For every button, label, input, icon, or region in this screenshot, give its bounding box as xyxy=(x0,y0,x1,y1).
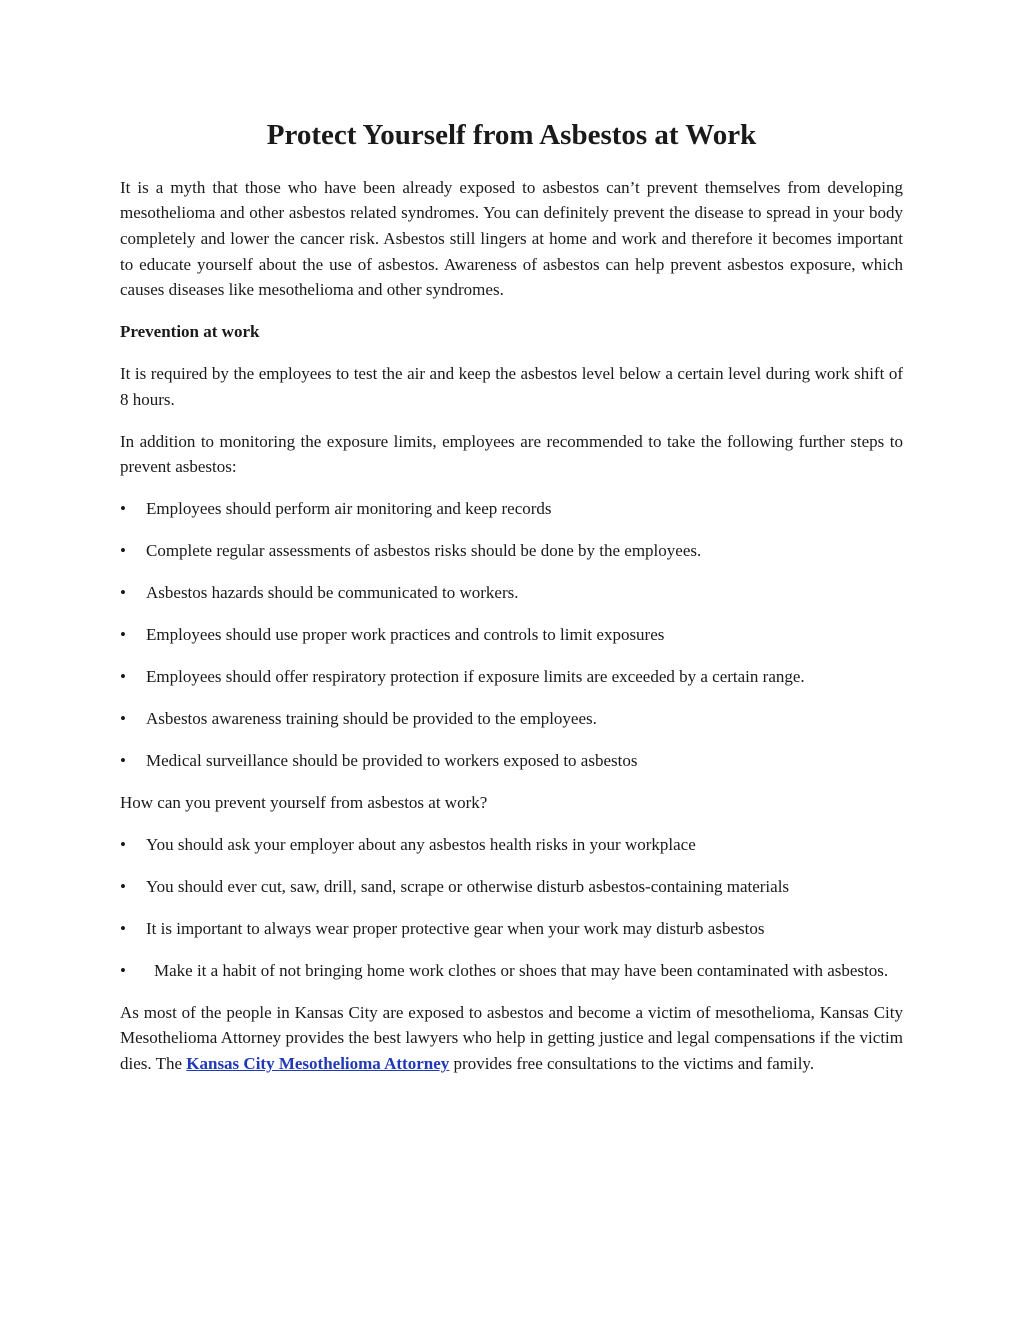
steps-list xyxy=(120,496,903,774)
list-item-text: Employees should perform air monitoring and keep records xyxy=(146,498,552,518)
bullet-icon: • xyxy=(120,625,126,645)
bullet-icon: • xyxy=(120,709,126,729)
section-heading: Prevention at work xyxy=(120,321,260,341)
intro-paragraph: It is a myth that those who have been already exposed to asbestos can’t prevent themselves from developing mesothelioma and other asbestos related syndromes. You can definitely prevent the disease to spread in your body completely and lower the cancer risk. Asbestos still lingers at home and work and therefore it becomes important to educate yourself about the use of asbestos. Awareness of asbestos can help prevent asbestos exposure, which causes diseases like mesothelioma and other syndromes. xyxy=(120,177,903,300)
list-item xyxy=(120,832,903,858)
list-item-text: Complete regular assessments of asbestos risks should be done by the employees. xyxy=(146,540,702,560)
list-item xyxy=(120,748,903,774)
list-item-text: Asbestos hazards should be communicated to workers. xyxy=(146,582,519,602)
list-item-text: Make it a habit of not bringing home work clothes or shoes that may have been contaminated with asbestos. xyxy=(154,961,889,981)
list-item xyxy=(120,538,903,564)
bullet-icon: • xyxy=(120,540,126,560)
list-item-text: Employees should offer respiratory protection if exposure limits are exceeded by a certain range. xyxy=(146,667,805,687)
list-item xyxy=(120,916,903,942)
bullet-icon: • xyxy=(120,834,126,854)
list-item xyxy=(120,706,903,732)
list-item-text: Employees should use proper work practices and controls to limit exposures xyxy=(146,625,665,645)
list-item-text: It is important to always wear proper protective gear when your work may disturb asbestos xyxy=(146,919,765,939)
paragraph-further-steps: In addition to monitoring the exposure limits, employees are recommended to take the following further steps to prevent asbestos: xyxy=(120,431,903,477)
list-item xyxy=(120,622,903,648)
document-title: Protect Yourself from Asbestos at Work xyxy=(266,119,757,151)
bullet-icon: • xyxy=(120,498,126,518)
bullet-icon: • xyxy=(120,877,126,897)
bullet-icon: • xyxy=(120,667,126,687)
attorney-link[interactable]: Kansas City Mesothelioma Attorney xyxy=(186,1054,450,1074)
list-item-text: Medical surveillance should be provided to workers exposed to asbestos xyxy=(146,751,638,771)
bullet-icon: • xyxy=(120,961,126,981)
list-item-text: You should ever cut, saw, drill, sand, scrape or otherwise disturb asbestos-containing materials xyxy=(146,877,790,897)
list-item xyxy=(120,874,903,900)
closing-text-end: provides free consultations to the victims and family. xyxy=(449,1054,815,1074)
closing-paragraph xyxy=(120,1000,903,1077)
document-page xyxy=(120,118,903,1077)
bullet-icon: • xyxy=(120,919,126,939)
list-item-text: You should ask your employer about any asbestos health risks in your workplace xyxy=(146,834,696,854)
list-item xyxy=(120,958,903,984)
closing-text-start: As most of the people in Kansas City are exposed to asbestos and become a victim of mesothelioma, Kansas City Mesothelioma Attorney provides the best lawyers who help in getting justice and legal compensations if the victim dies. The xyxy=(120,1002,903,1074)
bullet-icon: • xyxy=(120,582,126,602)
question-line: How can you prevent yourself from asbestos at work? xyxy=(120,793,488,813)
paragraph-air-testing: It is required by the employees to test the air and keep the asbestos level below a certain level during work shift of 8 hours. xyxy=(120,364,903,409)
list-item-text: Asbestos awareness training should be provided to the employees. xyxy=(146,709,597,729)
list-item xyxy=(120,580,903,606)
list-item xyxy=(120,664,903,690)
bullet-icon: • xyxy=(120,751,126,771)
tips-list xyxy=(120,832,903,984)
list-item xyxy=(120,496,903,522)
